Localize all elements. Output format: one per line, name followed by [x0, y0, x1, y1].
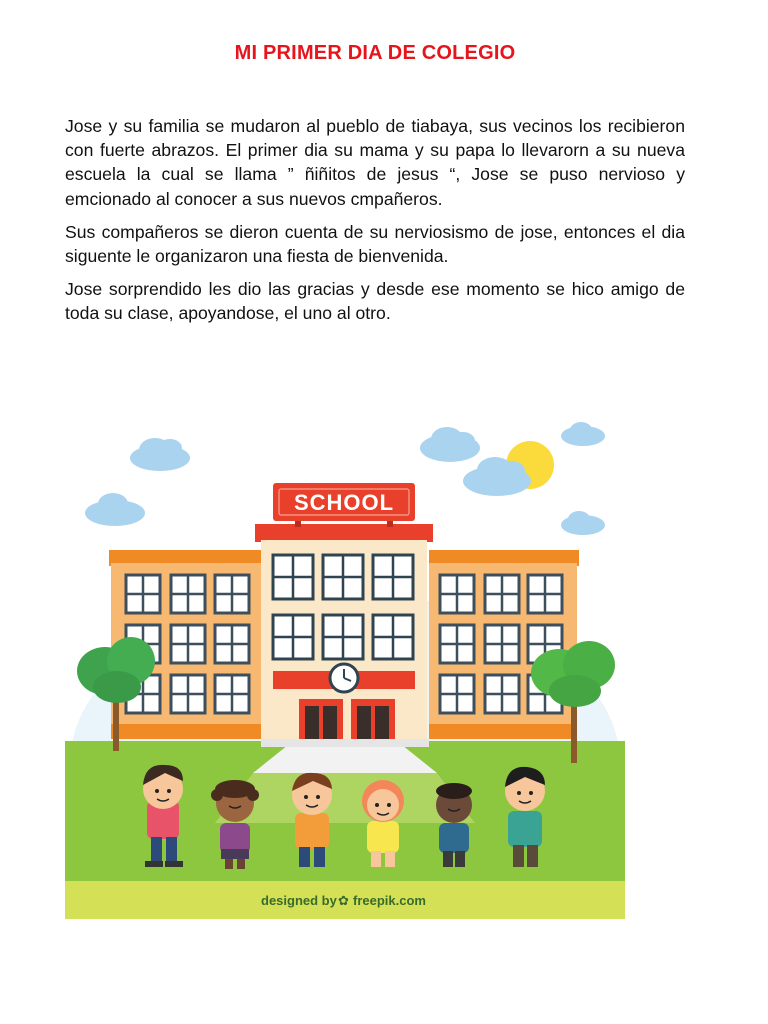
page-title: MI PRIMER DIA DE COLEGIO — [234, 42, 516, 64]
freepik-logo-icon: ✿ — [338, 893, 349, 908]
school-illustration — [65, 403, 625, 919]
credit-brand: freepik.com — [353, 893, 426, 908]
paragraph-1: Jose y su familia se mudaron al pueblo de tiabaya, sus vecinos los recibieron con fuerte abrazos. El primer dia su mama y su papa lo llevarorn a su nueva escuela la cual se llama ” ñiñitos de jesus “, Jose se puso nervioso y emcionado al conocer a sus nuevos cmpañeros. — [65, 116, 685, 209]
story-text — [65, 114, 685, 335]
credit-prefix: designed by — [261, 893, 337, 908]
paragraph-3: Jose sorprendido les dio las gracias y desde ese momento se hico amigo de toda su clase, apoyandose, el uno al otro. — [65, 279, 685, 324]
paragraph-2: Sus compañeros se dieron cuenta de su nerviosismo de jose, entonces el dia siguente le organizaron una fiesta de bienvenida. — [65, 221, 685, 267]
school-sign: SCHOOL — [293, 490, 395, 515]
